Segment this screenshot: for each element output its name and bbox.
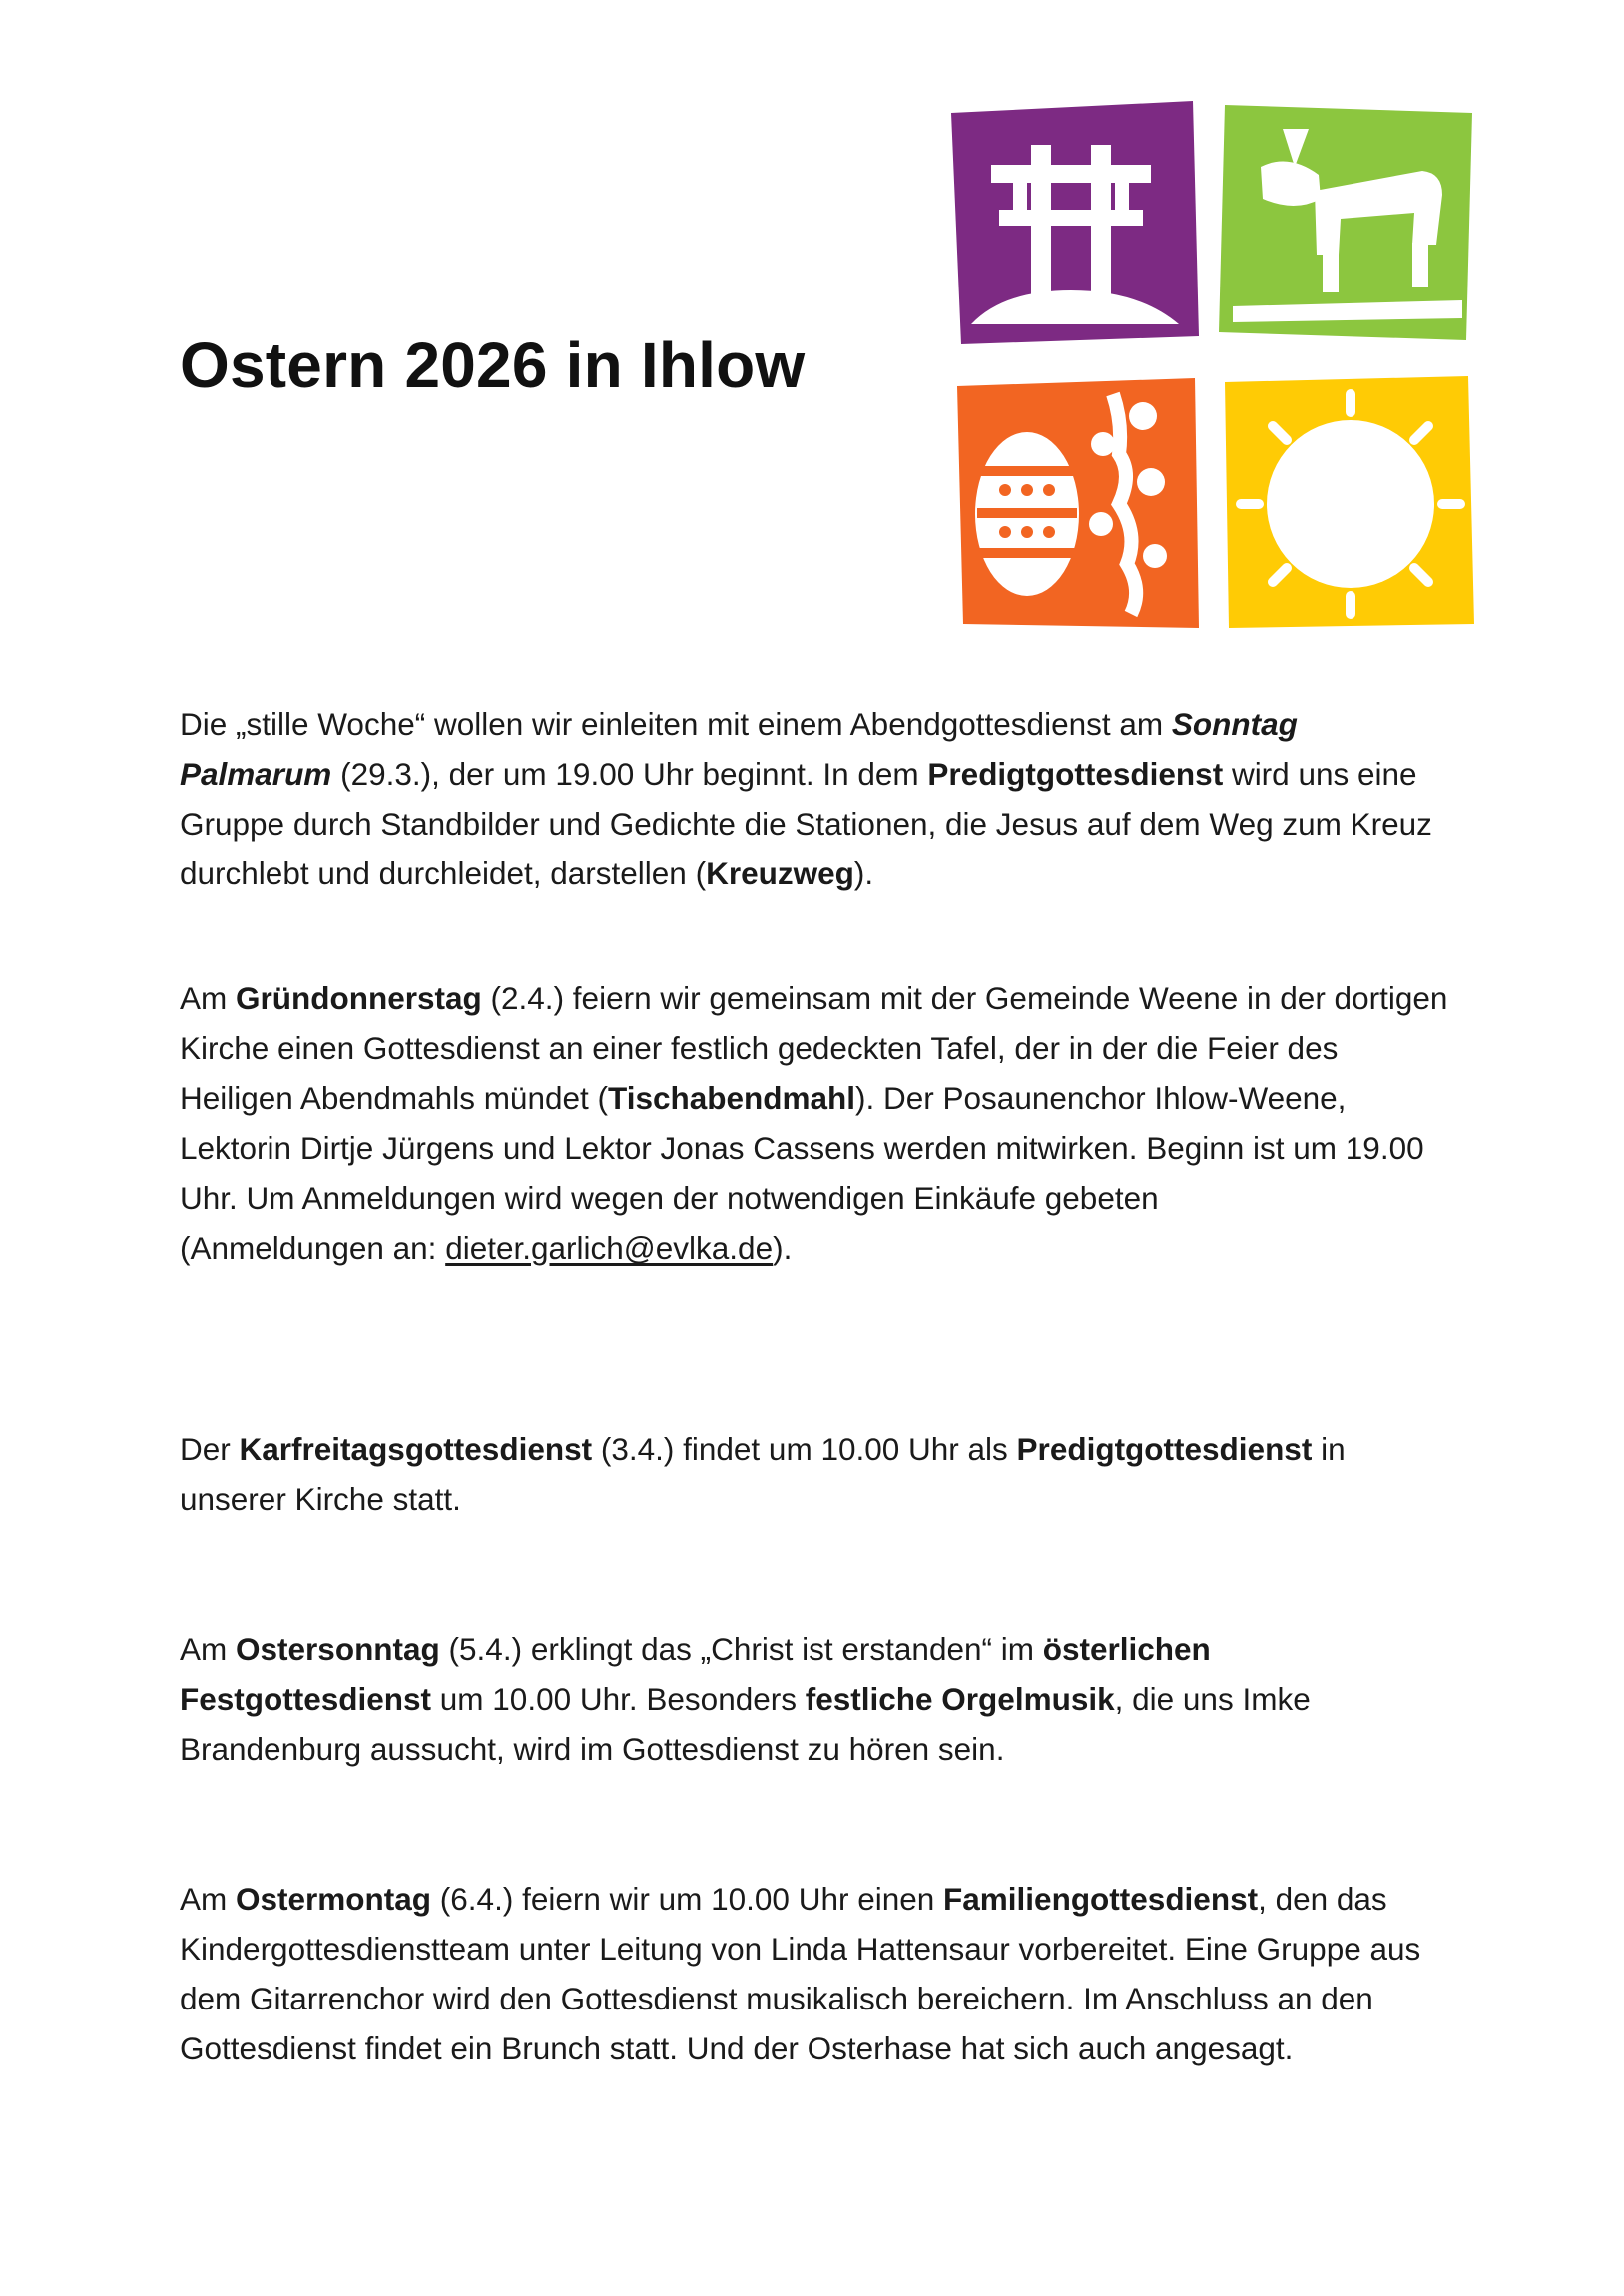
paragraph-ostermontag <box>180 1874 1457 2073</box>
paragraph-gruendonnerstag <box>180 973 1457 1273</box>
easter-symbols-logo <box>943 95 1482 634</box>
text: (3.4.) findet um 10.00 Uhr als <box>592 1432 1017 1467</box>
text: , die uns Imke Brandenburg aussucht, wird im Gottesdienst zu hören sein. <box>180 1681 1311 1767</box>
text: Die „stille Woche“ wollen wir einleiten mit einem Abendgottesdienst am <box>180 706 1172 742</box>
text: , den das Kindergottesdienstteam unter Leitung von Linda Hattensaur vorbereitet. Eine Gruppe aus dem Gitarrenchor wird den Gottesdienst musikalisch bereichern. Im Anschluss an den Gottesdienst findet ein Brunch statt. Und der Osterhase hat sich auch angesagt. <box>180 1881 1421 2066</box>
lamb-icon <box>1219 105 1472 340</box>
emphasis: Karfreitagsgottesdienst <box>239 1432 593 1467</box>
text: ). <box>773 1230 793 1266</box>
text: (5.4.) erklingt das „Christ ist erstanden“ im <box>439 1631 1043 1667</box>
emphasis: österlichen Festgottesdienst <box>180 1631 1211 1717</box>
text: (2.4.) feiern wir gemeinsam mit der Gemeinde Weene in der dortigen Kirche einen Gottesdienst an einer festlich gedeckten Tafel, der in der die Feier des Heiligen Abendmahls mündet ( <box>180 980 1448 1116</box>
text: (Anmeldungen an: <box>180 1230 446 1266</box>
text: um 10.00 Uhr. Besonders <box>431 1681 806 1717</box>
emphasis: Ostersonntag <box>236 1631 440 1667</box>
easter-egg-icon <box>957 378 1199 628</box>
crosses-icon <box>951 101 1199 344</box>
text: Am <box>180 980 237 1016</box>
emphasis: Predigtgottesdienst <box>927 756 1224 792</box>
emphasis: Kreuzweg <box>706 856 854 891</box>
emphasis: Tischabendmahl <box>608 1080 856 1116</box>
paragraph-palmsonntag <box>180 699 1457 898</box>
text: wird uns eine Gruppe durch Standbilder und Gedichte die Stationen, die Jesus auf dem Weg zum Kreuz durchlebt und durchleidet, darstellen ( <box>180 756 1432 891</box>
emphasis: Sonntag Palmarum <box>180 706 1298 792</box>
email-link[interactable]: dieter.garlich@evlka.de <box>445 1230 774 1266</box>
text: Der <box>180 1432 240 1467</box>
text: Am <box>180 1631 237 1667</box>
emphasis: Predigtgottesdienst <box>1016 1432 1313 1467</box>
sun-icon <box>1225 376 1474 628</box>
emphasis: Gründonnerstag <box>236 980 482 1016</box>
paragraph-ostersonntag <box>180 1624 1457 1774</box>
text: ). Der Posaunenchor Ihlow-Weene, Lektorin Dirtje Jürgens und Lektor Jonas Cassens werden mitwirken. Beginn ist um 19.00 Uhr. Um Anmeldungen wird wegen der notwendigen Einkäufe gebeten <box>180 1080 1424 1216</box>
text: (29.3.), der um 19.00 Uhr beginnt. In dem <box>331 756 928 792</box>
text: ). <box>853 856 874 891</box>
text: Am <box>180 1881 237 1917</box>
emphasis: Familiengottesdienst <box>943 1881 1259 1917</box>
emphasis: festliche Orgelmusik <box>805 1681 1115 1717</box>
text: in unserer Kirche statt. <box>180 1432 1346 1517</box>
emphasis: Ostermontag <box>236 1881 432 1917</box>
paragraph-karfreitag <box>180 1425 1457 1524</box>
page-title: Ostern 2026 in Ihlow <box>180 329 806 401</box>
text: (6.4.) feiern wir um 10.00 Uhr einen <box>431 1881 944 1917</box>
